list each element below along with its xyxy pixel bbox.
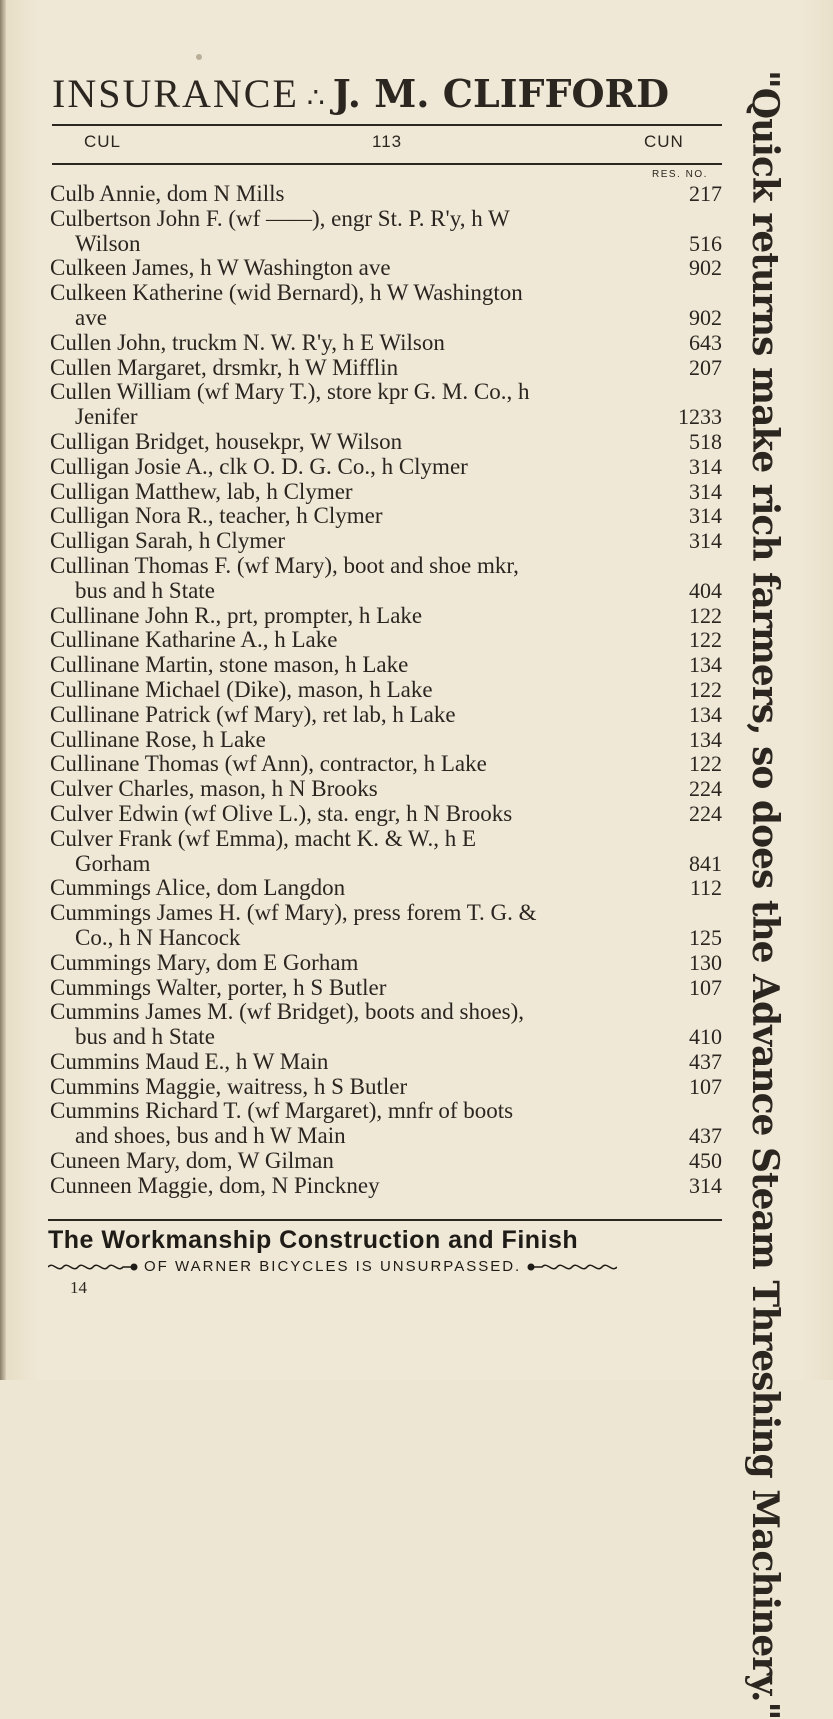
running-header	[52, 70, 732, 120]
guide-word-left: CUL	[84, 132, 122, 151]
entry-text: Cullen John, truckm N. W. R'y, h E Wilson	[50, 329, 445, 355]
entry-continuation-line	[50, 926, 722, 951]
page-number-top: 113	[372, 132, 403, 151]
entry-line	[50, 1075, 722, 1100]
entry-line	[50, 529, 722, 554]
residence-number: 224	[689, 776, 722, 802]
entry-line	[50, 480, 722, 505]
residence-number: 314	[689, 1172, 722, 1198]
entry-line	[50, 802, 722, 827]
entry-text: Cullinan Thomas F. (wf Mary), boot and shoe mkr,	[50, 552, 519, 578]
entry-line	[50, 207, 722, 232]
entry-line	[50, 951, 722, 976]
entry-text: Cullinane Patrick (wf Mary), ret lab, h Lake	[50, 701, 456, 727]
guide-word-right: CUN	[644, 132, 684, 151]
residence-number: 518	[689, 428, 722, 454]
entry-line	[50, 752, 722, 777]
entry-text: Cummings Alice, dom Langdon	[50, 875, 346, 901]
entry-text: Culligan Matthew, lab, h Clymer	[50, 478, 353, 504]
entry-text: ave	[75, 304, 107, 330]
entry-line	[50, 653, 722, 678]
header-separator: ∴	[306, 83, 325, 114]
entry-text: Culligan Josie A., clk O. D. G. Co., h Clymer	[50, 453, 468, 479]
entry-line	[50, 380, 722, 405]
residence-number: 134	[689, 652, 722, 678]
entry-text: Cummings Mary, dom E Gorham	[50, 949, 359, 975]
entry-line	[50, 1099, 722, 1124]
residence-number: 516	[689, 230, 722, 256]
entry-text: bus and h State	[75, 1024, 215, 1050]
entry-continuation-line	[50, 579, 722, 604]
entry-line	[50, 256, 722, 281]
entry-text: Cummins Richard T. (wf Margaret), mnfr of boots	[50, 1098, 514, 1124]
entry-line	[50, 554, 722, 579]
entry-continuation-line	[50, 405, 722, 430]
entry-text: Cullinane Katharine A., h Lake	[50, 627, 338, 653]
entry-text: Culver Frank (wf Emma), macht K. & W., h E	[50, 825, 477, 851]
residence-number: 902	[689, 304, 722, 330]
entry-text: Culligan Nora R., teacher, h Clymer	[50, 503, 383, 529]
entry-text: Cummings James H. (wf Mary), press forem T. G. &	[50, 900, 537, 926]
residence-number: 450	[689, 1148, 722, 1174]
entry-line	[50, 628, 722, 653]
entry-line	[50, 876, 722, 901]
footer-advert-headline: The Workmanship Construction and Finish	[48, 1226, 579, 1254]
header-rule-top	[52, 124, 722, 126]
footer-advert-subline	[48, 1256, 728, 1276]
residence-number: 437	[689, 1048, 722, 1074]
entry-line	[50, 777, 722, 802]
entry-text: Cullinane Martin, stone mason, h Lake	[50, 652, 409, 678]
entry-line	[50, 1174, 722, 1199]
entry-continuation-line	[50, 232, 722, 257]
entry-text: Culligan Bridget, housekpr, W Wilson	[50, 428, 403, 454]
entry-text: Culb Annie, dom N Mills	[50, 181, 285, 206]
directory-entries	[50, 182, 722, 1199]
residence-number: 130	[689, 949, 722, 975]
residence-number: 107	[689, 1073, 722, 1099]
entry-text: Cullinane Rose, h Lake	[50, 726, 266, 752]
entry-line	[50, 504, 722, 529]
entry-text: Culkeen Katherine (wid Bernard), h W Washington	[50, 280, 523, 306]
page-edge-shadow	[0, 0, 6, 1380]
header-left-text: INSURANCE	[52, 71, 299, 116]
paper-speck	[196, 54, 202, 60]
right-ornament-icon	[527, 1259, 617, 1273]
residence-number: 224	[689, 800, 722, 826]
entry-text: Co., h N Hancock	[75, 924, 241, 950]
entry-line	[50, 827, 722, 852]
entry-text: Wilson	[75, 230, 141, 256]
residence-number: 410	[689, 1024, 722, 1050]
entry-line	[50, 901, 722, 926]
entry-text: Culver Edwin (wf Olive L.), sta. engr, h N Brooks	[50, 800, 513, 826]
residence-number: 134	[689, 701, 722, 727]
entry-text: Gorham	[75, 850, 151, 876]
residence-number: 841	[689, 850, 722, 876]
entry-line	[50, 703, 722, 728]
entry-text: Cullinane John R., prt, prompter, h Lake	[50, 602, 423, 628]
entry-text: Cummins Maggie, waitress, h S Butler	[50, 1073, 408, 1099]
residence-number: 134	[689, 726, 722, 752]
footer-rule	[48, 1219, 722, 1221]
header-rule-bottom	[52, 163, 722, 165]
entry-text: Culbertson John F. (wf ——), engr St. P. R'y, h W	[50, 205, 510, 231]
entry-line	[50, 604, 722, 629]
entry-continuation-line	[50, 306, 722, 331]
residence-number: 122	[689, 602, 722, 628]
entry-text: Cullen William (wf Mary T.), store kpr G. M. Co., h	[50, 379, 530, 405]
entry-text: Culkeen James, h W Washington ave	[50, 255, 391, 281]
entry-text: Cummins James M. (wf Bridget), boots and shoes),	[50, 999, 525, 1025]
residence-number: 314	[689, 528, 722, 554]
footer-subline-text: OF WARNER BICYCLES IS UNSURPASSED.	[144, 1257, 522, 1275]
res-no-column-header: RES. NO.	[652, 169, 708, 180]
entry-line	[50, 1149, 722, 1174]
residence-number: 314	[689, 503, 722, 529]
entry-line	[50, 430, 722, 455]
residence-number: 122	[689, 627, 722, 653]
residence-number: 404	[689, 577, 722, 603]
residence-number: 314	[689, 478, 722, 504]
entry-line	[50, 331, 722, 356]
entry-text: Culver Charles, mason, h N Brooks	[50, 776, 378, 802]
residence-number: 314	[689, 453, 722, 479]
page-number-bottom: 14	[70, 1278, 87, 1297]
entry-line	[50, 678, 722, 703]
entry-line	[50, 356, 722, 381]
entry-text: Cuneen Mary, dom, W Gilman	[50, 1148, 334, 1174]
residence-number: 902	[689, 255, 722, 281]
residence-number: 437	[689, 1123, 722, 1149]
residence-number: 122	[689, 751, 722, 777]
entry-text: Cummins Maud E., h W Main	[50, 1048, 329, 1074]
entry-continuation-line	[50, 852, 722, 877]
entry-text: Cummings Walter, porter, h S Butler	[50, 974, 387, 1000]
left-ornament-icon	[48, 1259, 138, 1273]
entry-line	[50, 976, 722, 1001]
residence-number: 643	[689, 329, 722, 355]
residence-number: 112	[689, 875, 722, 901]
residence-number: 217	[689, 181, 722, 206]
entry-line	[50, 182, 722, 207]
residence-number: 1233	[678, 404, 722, 430]
entry-text: Jenifer	[75, 404, 138, 430]
entry-line	[50, 1000, 722, 1025]
entry-continuation-line	[50, 1124, 722, 1149]
entry-text: Cunneen Maggie, dom, N Pinckney	[50, 1172, 380, 1198]
entry-line	[50, 455, 722, 480]
entry-continuation-line	[50, 1025, 722, 1050]
entry-text: and shoes, bus and h W Main	[75, 1123, 346, 1149]
entry-text: Cullinane Michael (Dike), mason, h Lake	[50, 676, 433, 702]
entry-line	[50, 728, 722, 753]
header-right-text: J. M. CLIFFORD	[332, 71, 670, 116]
entry-text: Culligan Sarah, h Clymer	[50, 528, 286, 554]
residence-number: 125	[689, 924, 722, 950]
entry-line	[50, 281, 722, 306]
side-advert-vertical: "Quick returns make rich farmers, so does the Advance Steam Threshing Machinery."	[744, 70, 786, 1719]
entry-text: Cullinane Thomas (wf Ann), contractor, h Lake	[50, 751, 487, 777]
entry-text: bus and h State	[75, 577, 215, 603]
residence-number: 207	[689, 354, 722, 380]
residence-number: 107	[689, 974, 722, 1000]
entry-line	[50, 1050, 722, 1075]
residence-number: 122	[689, 676, 722, 702]
entry-text: Cullen Margaret, drsmkr, h W Mifflin	[50, 354, 399, 380]
